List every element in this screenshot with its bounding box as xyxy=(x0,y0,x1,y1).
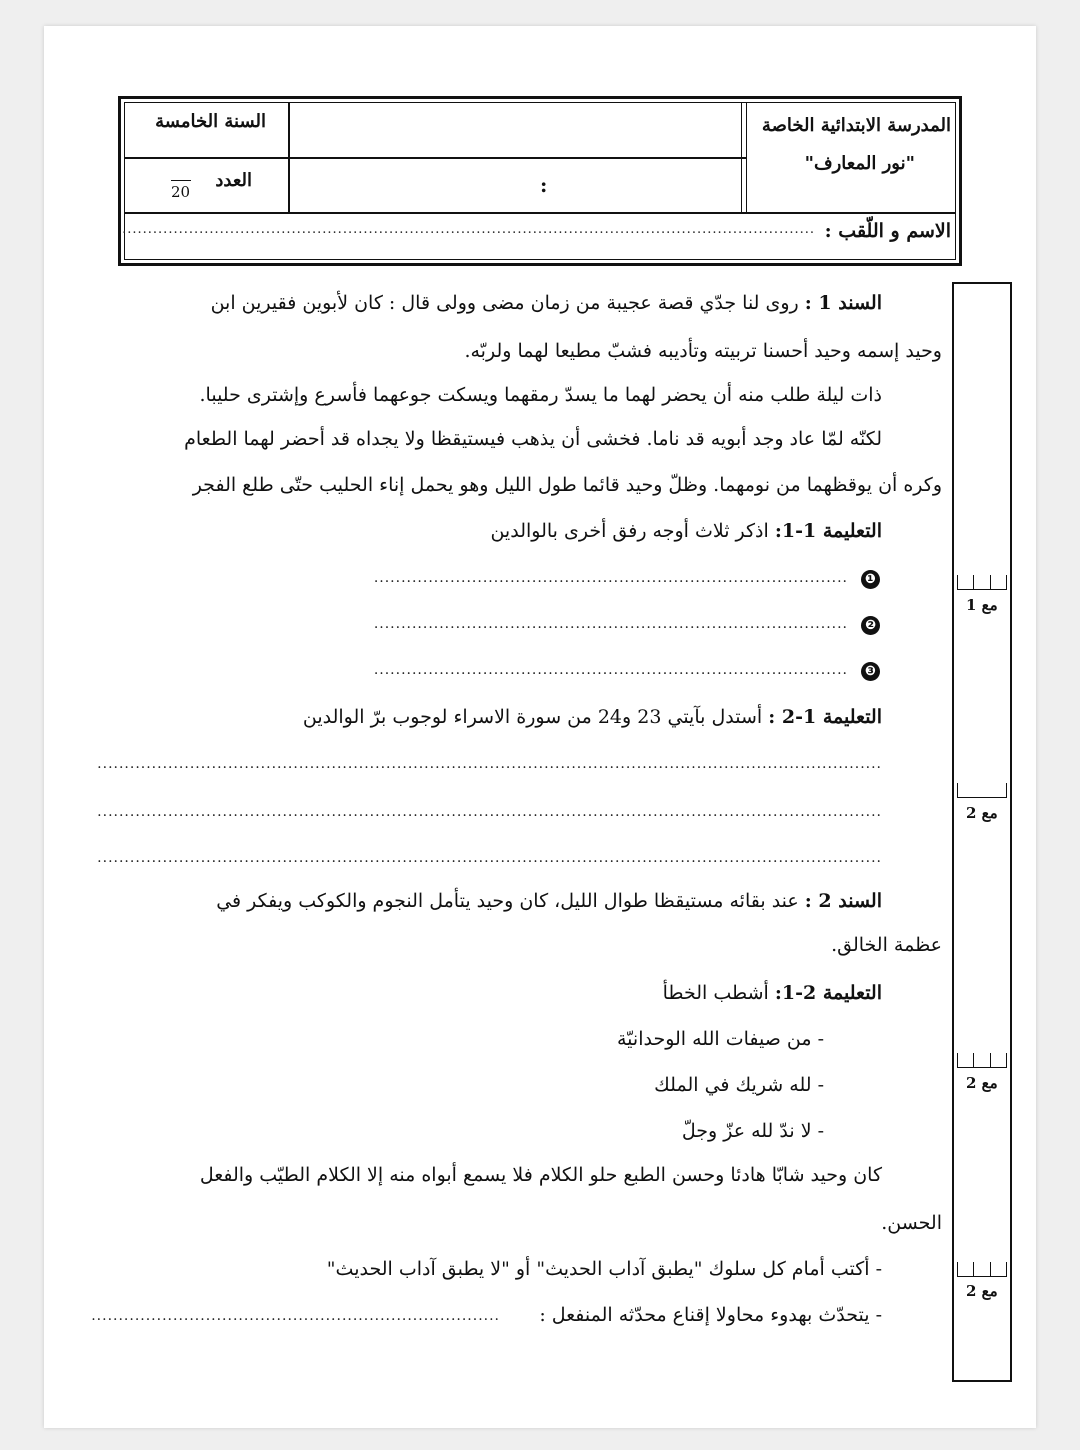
sanad1-line4: لكنّه لمّا عاد وجد أبويه قد ناما. فخشى أن يذهب فيستيقظا ولا يجداه قد أحضر لهما الطعام xyxy=(184,428,882,450)
number-2-icon: ❷ xyxy=(861,616,880,635)
sanad2-text-1: عند بقائه مستيقظا طوال الليل، كان وحيد يتأمل النجوم والكوكب ويفكر في xyxy=(216,890,799,912)
sanad2-line1 xyxy=(216,890,882,912)
q1-1-label: التعليمة 1-1: xyxy=(774,520,882,542)
name-row xyxy=(122,213,955,263)
sanad1-line3: ذات ليلة طلب منه أن يحضر لهما ما يسدّ رمقهما ويسكت جوعهما فأسرع وإشترى حليبا. xyxy=(199,384,882,406)
header-colon-cell xyxy=(289,158,747,213)
header-blank-cell xyxy=(289,103,747,158)
sanad1-line1 xyxy=(211,292,882,314)
q1-2-text: أستدل بآيتي 23 و24 من سورة الاسراء لوجوب برّ الوالدين xyxy=(302,706,763,728)
q1-1-line xyxy=(490,520,882,542)
criterion-label-3: مع 2 xyxy=(966,1074,998,1092)
criterion-label-2: مع 2 xyxy=(966,804,998,822)
q2-1-item-1[interactable]: - من صيفات الله الوحدانيّة xyxy=(616,1028,824,1050)
score-boxes-1 xyxy=(957,575,1007,590)
para3-item-1-answer[interactable]: ........................................................................... xyxy=(91,1308,500,1324)
header-table xyxy=(118,96,962,266)
q2-1-item-2[interactable]: - لله شريك في الملك xyxy=(654,1074,824,1096)
q2-1-text: أشطب الخطأ xyxy=(662,982,769,1004)
fraction-line xyxy=(171,180,191,181)
margin-score-column xyxy=(952,282,1012,1382)
para3-line2: الحسن. xyxy=(881,1212,942,1234)
q1-2-answer-line-1[interactable]: ................................................................................................................................................ xyxy=(97,756,882,772)
q2-1-item-3[interactable]: - لا ندّ لله عزّ وجلّ xyxy=(681,1120,824,1142)
q1-2-label: التعليمة 1-2 : xyxy=(768,706,882,728)
number-3-icon: ❸ xyxy=(861,662,880,681)
year-label: السنة الخامسة xyxy=(155,111,266,132)
q1-2-answer-line-3[interactable]: ................................................................................................................................................ xyxy=(97,850,882,866)
answer-line-1[interactable]: ....................................................................................... xyxy=(373,570,848,586)
answer-line-2[interactable]: ....................................................................................... xyxy=(373,616,848,632)
score-boxes-4 xyxy=(957,1262,1007,1277)
para3-line1: كان وحيد شابّا هادئا وحسن الطبع حلو الكلام فلا يسمع أبواه منه إلا الكلام الطيّب والفعل xyxy=(199,1164,882,1186)
sanad1-line2: وحيد إسمه وحيد أحسنا تربيته وتأديبه فشبّ مطيعا لهما ولربّه. xyxy=(464,340,942,362)
answer-line-3[interactable]: ....................................................................................... xyxy=(373,662,848,678)
colon: : xyxy=(540,173,548,197)
sanad1-text-1: روى لنا جدّي قصة عجيبة من زمان مضى وولى قال : كان لأبوين فقيرين ابن xyxy=(210,292,799,314)
score-boxes-2 xyxy=(957,783,1007,798)
q2-1-label: التعليمة 2-1: xyxy=(774,982,882,1004)
criterion-label-4: مع 2 xyxy=(966,1282,998,1300)
sanad2-line2: عظمة الخالق. xyxy=(831,934,942,956)
score-out-of: 20 xyxy=(171,183,191,201)
score-boxes-3 xyxy=(957,1053,1007,1068)
name-label: الاسم و اللّقب : xyxy=(824,220,951,242)
school-name: المدرسة الابتدائية الخاصة xyxy=(761,115,951,136)
q1-1-text: اذكر ثلاث أوجه رفق أخرى بالوالدين xyxy=(490,520,769,542)
para3-item-1: - يتحدّث بهدوء محاولا إقناع محدّثه المنفعل : xyxy=(539,1304,882,1326)
q1-2-line xyxy=(303,706,882,728)
score-label: العدد xyxy=(215,170,252,191)
score-cell xyxy=(125,158,289,213)
q2-1-line xyxy=(663,982,882,1004)
name-dots: ....................................................................................................................................... xyxy=(122,222,815,237)
sanad2-label: السند 2 : xyxy=(804,890,882,912)
year-cell xyxy=(125,103,289,158)
para3-instruction: - أكتب أمام كل سلوك "يطبق آداب الحديث" أو "لا يطبق آداب الحديث" xyxy=(326,1258,882,1280)
number-1-icon: ❶ xyxy=(861,570,880,589)
q1-2-answer-line-2[interactable]: ................................................................................................................................................ xyxy=(97,804,882,820)
school-cell xyxy=(741,103,955,213)
school-quote: "نور المعارف" xyxy=(804,153,915,174)
sanad1-label: السند 1 : xyxy=(804,292,882,314)
criterion-label-1: مع 1 xyxy=(966,596,998,614)
sanad1-line5: وكره أن يوقظهما من نومهما. وظلّ وحيد قائما طول الليل وهو يحمل إناء الحليب حتّى طلع الفجر xyxy=(192,474,942,496)
